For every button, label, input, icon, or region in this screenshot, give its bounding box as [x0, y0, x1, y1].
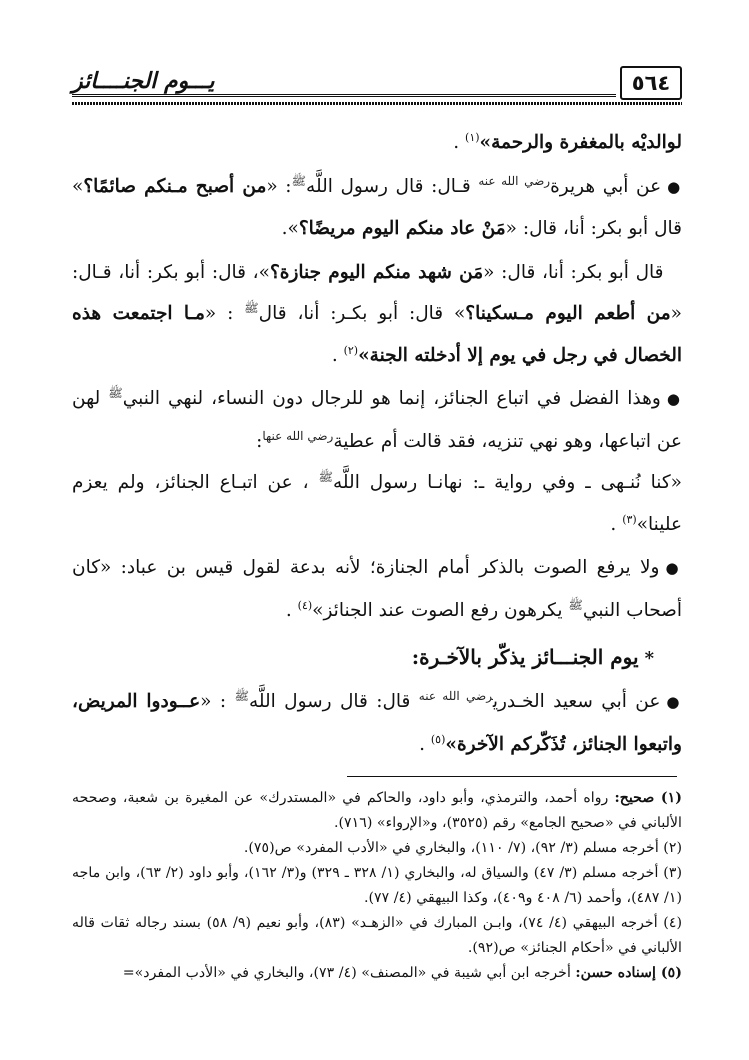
footnote-ref: (٥) [430, 732, 446, 746]
footnote-4: (٤) أخرجه البيهقي (٤/ ٧٤)، وابـن المبارك في «الزهـد» (٨٣)، وأبو نعيم (٩/ ٥٨) بسند رجاله ثقات قاله الألباني في «أحكام الجنائز» ص(٩٢). [72, 915, 682, 956]
footnote-2: (٢) أخرجه مسلم (٣/ ٩٢)، (٧/ ١١٠)، والبخاري في «الأدب المفرد» ص(٧٥). [243, 840, 682, 856]
bullet-icon: ● [665, 559, 682, 577]
salutation-mark: ﷺ [244, 300, 259, 315]
header-rule [72, 94, 616, 97]
salutation-mark: ﷺ [291, 173, 307, 188]
salutation-mark: ﷺ [318, 469, 334, 484]
footnote-ref: (٣) [622, 512, 637, 526]
paragraph-7: ●عن أبي سعيد الخـدري$^{رضي الله عنه}$ قال: قال رسول اللَّه$^ﷺ$ : «عــودوا المريض، واتبعوا الجنائز، تُذَكّركم الآخرة»$^{(٥)}$ . [72, 688, 683, 755]
page-header [72, 66, 682, 106]
footnote-separator [347, 776, 677, 777]
bullet-icon: ● [666, 390, 682, 408]
footnotes [72, 786, 682, 986]
paragraph-3: قال أبو بكر: أنا، قال: «مَن شهد منكم اليوم جنازة؟»، قال: أبو بكر: أنا، قـال: «من أطعم اليوم مـسكينا؟» قال: أبو بكـر: أنا، قال$^ﷺ$ : «مـا اجتمعت هذه الخصال في رجل في يوم إلا أدخلته الجنة»$^{(٢)}$ . [72, 261, 682, 366]
paragraph-2: ●عن أبي هريرة$^{رضي الله عنه}$ قـال: قال رسول اللَّه$^ﷺ$: «من أصبح مـنكم صائمًا؟» قال أبو بكر: أنا، قال: «مَنْ عاد منكم اليوم مريضًا؟». [72, 173, 683, 239]
honorific-mark: رضي الله عنه [418, 688, 493, 703]
footnote-3: (٣) أخرجه مسلم (٣/ ٤٧) والسياق له، والبخاري (١/ ٣٢٨ ـ ٣٢٩) و(٣/ ١٦٢)، وأبو داود (٢/ ٦٣)، وابن ماجه (١/ ٤٨٧)، وأحمد (٦/ ٤٠٨ و٤٠٩)، وكذا البيهقي (٤/ ٧٧). [72, 865, 682, 906]
footnote-ref: (٢) [343, 343, 359, 357]
honorific-mark: رضي الله عنه [478, 173, 551, 188]
star-icon: * [644, 648, 654, 669]
section-heading: *يوم الجنـــائز يذكّر بالآخـرة: [411, 645, 654, 669]
footnote-5: (٥) إسناده حسن: أخرجه ابن أبي شيبة في «المصنف» (٤/ ٧٣)، والبخاري في «الأدب المفرد»= [122, 965, 682, 981]
salutation-mark: ﷺ [108, 385, 123, 400]
running-title: يـــوم الجنــــائز [72, 68, 215, 94]
page-number: ٥٦٤ [620, 66, 682, 100]
footnote-ref: (١) [465, 130, 480, 144]
paragraph-1: لوالديْه بالمغفرة والرحمة»$^{(١)}$ . [453, 130, 682, 153]
salutation-mark: ﷺ [568, 597, 583, 612]
bullet-icon: ● [667, 177, 683, 196]
header-ornament-rule [72, 102, 682, 105]
paragraph-6: ●ولا يرفع الصوت بالذكر أمام الجنازة؛ لأنه بدعة لقول قيس بن عباد: «كان أصحاب النبي$^ﷺ$ يكرهون رفع الصوت عند الجنائز»$^{(٤)}$ . [72, 557, 682, 621]
bullet-icon: ● [666, 693, 683, 711]
paragraph-4: ●وهذا الفضل في اتباع الجنائز، إنما هو للرجال دون النساء، لنهي النبي$^ﷺ$ لهن عن اتباعها، وهو نهي تنزيه، فقد قالت أم عطية$^{رضي الله عنها}$: [72, 385, 682, 452]
paragraph-5: «كنا نُنـهى ـ وفي رواية ـ: نهانـا رسول اللَّه$^ﷺ$ ، عن اتبـاع الجنائز، ولم يعزم علينا»$^{(٣)}$ . [72, 469, 682, 535]
salutation-mark: ﷺ [234, 688, 249, 703]
footnote-1: (١) صحيح: رواه أحمد، والترمذي، وأبو داود، والحاكم في «المستدرك» عن المغيرة بن شعبة، وصححه الألباني في «صحيح الجامع» رقم (٣٥٢٥)، و«الإرواء» (٧١٦). [72, 790, 682, 831]
main-text [72, 122, 682, 765]
footnote-ref: (٤) [297, 598, 313, 612]
honorific-mark: رضي الله عنها [262, 428, 334, 443]
